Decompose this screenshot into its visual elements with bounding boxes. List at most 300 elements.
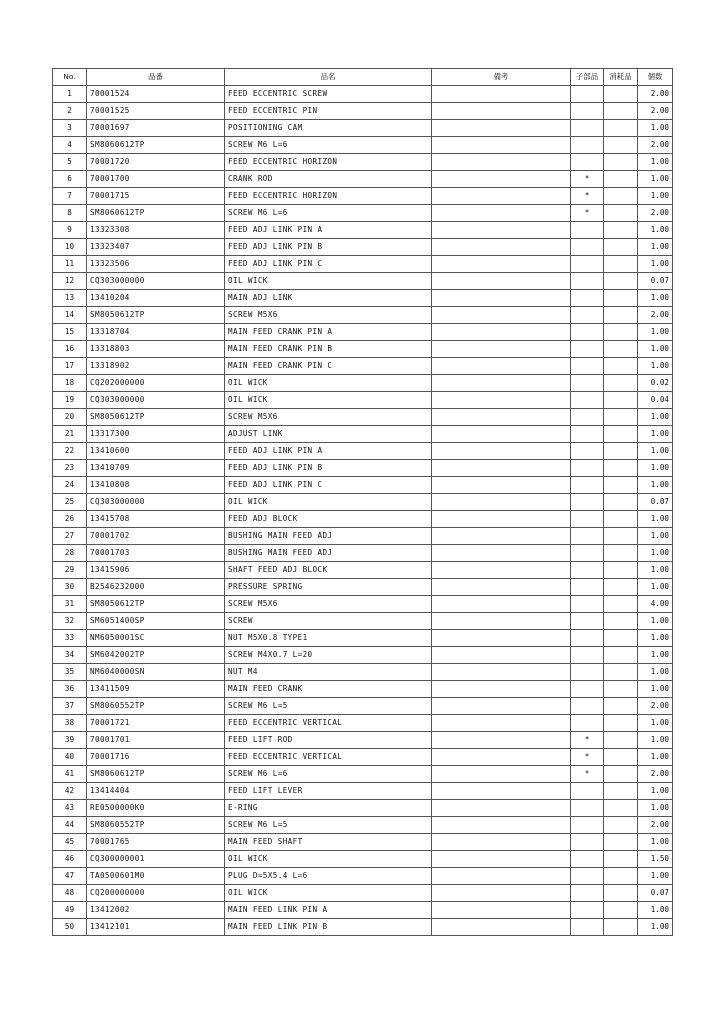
quantity: 1.00 xyxy=(638,358,673,375)
quantity: 1.00 xyxy=(638,579,673,596)
part-name: FEED ADJ LINK PIN C xyxy=(225,256,432,273)
row-number: 32 xyxy=(53,613,87,630)
part-code: TA0500601M0 xyxy=(87,868,225,885)
part-code: 70001525 xyxy=(87,103,225,120)
remark xyxy=(432,307,571,324)
table-row xyxy=(53,239,673,256)
part-code: CQ300000001 xyxy=(87,851,225,868)
sub-part-mark xyxy=(571,341,604,358)
consumable-mark xyxy=(604,749,638,766)
row-number: 21 xyxy=(53,426,87,443)
part-name: OIL WICK xyxy=(225,494,432,511)
quantity: 1.00 xyxy=(638,749,673,766)
row-number: 40 xyxy=(53,749,87,766)
part-code: SM6051400SP xyxy=(87,613,225,630)
quantity: 0.02 xyxy=(638,375,673,392)
table-row xyxy=(53,664,673,681)
part-name: SCREW M6 L=5 xyxy=(225,817,432,834)
quantity: 1.00 xyxy=(638,902,673,919)
consumable-mark xyxy=(604,205,638,222)
remark xyxy=(432,545,571,562)
quantity: 1.00 xyxy=(638,154,673,171)
quantity: 1.00 xyxy=(638,477,673,494)
part-code: 13317300 xyxy=(87,426,225,443)
row-number: 36 xyxy=(53,681,87,698)
row-number: 34 xyxy=(53,647,87,664)
part-name: FEED ADJ BLOCK xyxy=(225,511,432,528)
part-code: 70001716 xyxy=(87,749,225,766)
sub-part-mark xyxy=(571,885,604,902)
row-number: 16 xyxy=(53,341,87,358)
part-name: SCREW M6 L=5 xyxy=(225,698,432,715)
part-name: MAIN FEED LINK PIN A xyxy=(225,902,432,919)
consumable-mark xyxy=(604,239,638,256)
part-code: CQ303000000 xyxy=(87,273,225,290)
part-name: OIL WICK xyxy=(225,375,432,392)
part-code: SM8060612TP xyxy=(87,766,225,783)
table-row xyxy=(53,222,673,239)
remark xyxy=(432,851,571,868)
header-remark: 備考 xyxy=(432,69,571,86)
row-number: 1 xyxy=(53,86,87,103)
sub-part-mark xyxy=(571,86,604,103)
quantity: 1.00 xyxy=(638,290,673,307)
row-number: 42 xyxy=(53,783,87,800)
row-number: 10 xyxy=(53,239,87,256)
remark xyxy=(432,783,571,800)
quantity: 1.00 xyxy=(638,562,673,579)
consumable-mark xyxy=(604,256,638,273)
sub-part-mark xyxy=(571,358,604,375)
part-code: SM8060552TP xyxy=(87,817,225,834)
remark xyxy=(432,273,571,290)
consumable-mark xyxy=(604,120,638,137)
remark xyxy=(432,698,571,715)
row-number: 28 xyxy=(53,545,87,562)
consumable-mark xyxy=(604,392,638,409)
table-row xyxy=(53,749,673,766)
part-name: FEED ECCENTRIC VERTICAL xyxy=(225,715,432,732)
row-number: 22 xyxy=(53,443,87,460)
part-code: NM6040000SN xyxy=(87,664,225,681)
part-name: MAIN FEED LINK PIN B xyxy=(225,919,432,936)
part-code: SM8050612TP xyxy=(87,409,225,426)
consumable-mark xyxy=(604,783,638,800)
part-code: 13411509 xyxy=(87,681,225,698)
row-number: 31 xyxy=(53,596,87,613)
quantity: 1.00 xyxy=(638,222,673,239)
row-number: 9 xyxy=(53,222,87,239)
header-sub-part: 子部品 xyxy=(571,69,604,86)
row-number: 25 xyxy=(53,494,87,511)
remark xyxy=(432,443,571,460)
sub-part-mark: * xyxy=(571,766,604,783)
sub-part-mark xyxy=(571,800,604,817)
consumable-mark xyxy=(604,324,638,341)
part-name: FEED ECCENTRIC PIN xyxy=(225,103,432,120)
part-name: FEED ECCENTRIC HORIZON xyxy=(225,154,432,171)
part-code: 13410808 xyxy=(87,477,225,494)
quantity: 1.00 xyxy=(638,868,673,885)
sub-part-mark xyxy=(571,817,604,834)
sub-part-mark xyxy=(571,443,604,460)
table-row xyxy=(53,375,673,392)
consumable-mark xyxy=(604,154,638,171)
part-name: FEED ECCENTRIC HORIZON xyxy=(225,188,432,205)
part-code: 70001715 xyxy=(87,188,225,205)
consumable-mark xyxy=(604,188,638,205)
quantity: 1.00 xyxy=(638,800,673,817)
table-row xyxy=(53,766,673,783)
part-name: FEED ADJ LINK PIN A xyxy=(225,443,432,460)
part-code: 70001524 xyxy=(87,86,225,103)
quantity: 1.00 xyxy=(638,834,673,851)
parts-table-body xyxy=(53,86,673,936)
remark xyxy=(432,613,571,630)
remark xyxy=(432,732,571,749)
remark xyxy=(432,137,571,154)
sub-part-mark xyxy=(571,239,604,256)
quantity: 0.04 xyxy=(638,392,673,409)
sub-part-mark xyxy=(571,647,604,664)
remark xyxy=(432,766,571,783)
sub-part-mark xyxy=(571,324,604,341)
sub-part-mark xyxy=(571,103,604,120)
consumable-mark xyxy=(604,868,638,885)
table-row xyxy=(53,868,673,885)
table-row xyxy=(53,120,673,137)
sub-part-mark xyxy=(571,307,604,324)
table-row xyxy=(53,273,673,290)
row-number: 24 xyxy=(53,477,87,494)
part-name: NUT M5X0.8 TYPE1 xyxy=(225,630,432,647)
table-row xyxy=(53,783,673,800)
row-number: 11 xyxy=(53,256,87,273)
consumable-mark xyxy=(604,562,638,579)
row-number: 23 xyxy=(53,460,87,477)
table-row xyxy=(53,171,673,188)
part-name: FEED ADJ LINK PIN A xyxy=(225,222,432,239)
parts-table xyxy=(52,68,673,936)
parts-list-sheet xyxy=(52,68,672,936)
remark xyxy=(432,494,571,511)
part-name: SCREW M6 L=6 xyxy=(225,205,432,222)
row-number: 44 xyxy=(53,817,87,834)
remark xyxy=(432,86,571,103)
part-name: MAIN FEED CRANK xyxy=(225,681,432,698)
part-name: SCREW M6 L=6 xyxy=(225,766,432,783)
table-row xyxy=(53,698,673,715)
remark xyxy=(432,358,571,375)
table-row xyxy=(53,630,673,647)
part-code: SM8050612TP xyxy=(87,596,225,613)
part-code: CQ303000000 xyxy=(87,494,225,511)
consumable-mark xyxy=(604,511,638,528)
remark xyxy=(432,256,571,273)
row-number: 17 xyxy=(53,358,87,375)
part-code: 70001721 xyxy=(87,715,225,732)
table-row xyxy=(53,290,673,307)
sub-part-mark xyxy=(571,545,604,562)
part-name: MAIN FEED CRANK PIN C xyxy=(225,358,432,375)
part-code: 70001697 xyxy=(87,120,225,137)
consumable-mark xyxy=(604,341,638,358)
remark xyxy=(432,630,571,647)
header-part-name: 品名 xyxy=(225,69,432,86)
consumable-mark xyxy=(604,137,638,154)
quantity: 0.07 xyxy=(638,273,673,290)
sub-part-mark xyxy=(571,120,604,137)
quantity: 2.00 xyxy=(638,205,673,222)
remark xyxy=(432,647,571,664)
row-number: 19 xyxy=(53,392,87,409)
part-code: 13410709 xyxy=(87,460,225,477)
part-code: SM8060612TP xyxy=(87,205,225,222)
row-number: 50 xyxy=(53,919,87,936)
remark xyxy=(432,324,571,341)
part-code: 13412002 xyxy=(87,902,225,919)
consumable-mark xyxy=(604,800,638,817)
consumable-mark xyxy=(604,86,638,103)
table-row xyxy=(53,86,673,103)
part-name: BUSHING MAIN FEED ADJ xyxy=(225,528,432,545)
part-code: 13410204 xyxy=(87,290,225,307)
row-number: 13 xyxy=(53,290,87,307)
sub-part-mark xyxy=(571,868,604,885)
consumable-mark xyxy=(604,358,638,375)
part-name: MAIN ADJ LINK xyxy=(225,290,432,307)
row-number: 48 xyxy=(53,885,87,902)
consumable-mark xyxy=(604,307,638,324)
table-row xyxy=(53,834,673,851)
sub-part-mark xyxy=(571,222,604,239)
sub-part-mark xyxy=(571,290,604,307)
sub-part-mark xyxy=(571,715,604,732)
consumable-mark xyxy=(604,596,638,613)
part-code: SM8050612TP xyxy=(87,307,225,324)
part-name: OIL WICK xyxy=(225,273,432,290)
table-row xyxy=(53,188,673,205)
remark xyxy=(432,188,571,205)
table-row xyxy=(53,205,673,222)
remark xyxy=(432,239,571,256)
sub-part-mark xyxy=(571,375,604,392)
table-row xyxy=(53,715,673,732)
part-name: PLUG D=5X5.4 L=6 xyxy=(225,868,432,885)
quantity: 1.00 xyxy=(638,715,673,732)
part-name: OIL WICK xyxy=(225,392,432,409)
consumable-mark xyxy=(604,885,638,902)
sub-part-mark xyxy=(571,256,604,273)
remark xyxy=(432,341,571,358)
remark xyxy=(432,409,571,426)
quantity: 1.00 xyxy=(638,647,673,664)
header-no: No. xyxy=(53,69,87,86)
part-code: 70001720 xyxy=(87,154,225,171)
remark xyxy=(432,834,571,851)
consumable-mark xyxy=(604,681,638,698)
row-number: 4 xyxy=(53,137,87,154)
table-row xyxy=(53,392,673,409)
quantity: 1.00 xyxy=(638,409,673,426)
consumable-mark xyxy=(604,630,638,647)
sub-part-mark: * xyxy=(571,188,604,205)
consumable-mark xyxy=(604,290,638,307)
part-name: FEED ADJ LINK PIN B xyxy=(225,460,432,477)
part-name: FEED ADJ LINK PIN B xyxy=(225,239,432,256)
consumable-mark xyxy=(604,375,638,392)
consumable-mark xyxy=(604,647,638,664)
part-name: SCREW M5X6 xyxy=(225,409,432,426)
remark xyxy=(432,290,571,307)
remark xyxy=(432,579,571,596)
header-row xyxy=(53,69,673,86)
remark xyxy=(432,562,571,579)
part-code: CQ303000000 xyxy=(87,392,225,409)
row-number: 49 xyxy=(53,902,87,919)
part-name: FEED ECCENTRIC SCREW xyxy=(225,86,432,103)
remark xyxy=(432,392,571,409)
part-code: NM6050001SC xyxy=(87,630,225,647)
table-row xyxy=(53,341,673,358)
remark xyxy=(432,902,571,919)
sub-part-mark xyxy=(571,477,604,494)
part-code: 13414404 xyxy=(87,783,225,800)
quantity: 1.00 xyxy=(638,681,673,698)
row-number: 7 xyxy=(53,188,87,205)
part-code: 13318704 xyxy=(87,324,225,341)
quantity: 1.00 xyxy=(638,613,673,630)
row-number: 6 xyxy=(53,171,87,188)
row-number: 3 xyxy=(53,120,87,137)
remark xyxy=(432,222,571,239)
part-name: PRESSURE SPRING xyxy=(225,579,432,596)
part-name: SCREW xyxy=(225,613,432,630)
row-number: 30 xyxy=(53,579,87,596)
row-number: 37 xyxy=(53,698,87,715)
part-code: 13318902 xyxy=(87,358,225,375)
table-row xyxy=(53,460,673,477)
part-name: OIL WICK xyxy=(225,885,432,902)
consumable-mark xyxy=(604,834,638,851)
quantity: 2.00 xyxy=(638,86,673,103)
row-number: 46 xyxy=(53,851,87,868)
row-number: 12 xyxy=(53,273,87,290)
table-row xyxy=(53,579,673,596)
part-name: SCREW M5X6 xyxy=(225,307,432,324)
remark xyxy=(432,460,571,477)
sub-part-mark xyxy=(571,460,604,477)
consumable-mark xyxy=(604,460,638,477)
table-row xyxy=(53,477,673,494)
table-row xyxy=(53,256,673,273)
table-row xyxy=(53,528,673,545)
sub-part-mark xyxy=(571,681,604,698)
quantity: 1.00 xyxy=(638,511,673,528)
remark xyxy=(432,205,571,222)
quantity: 1.00 xyxy=(638,732,673,749)
consumable-mark xyxy=(604,715,638,732)
part-code: 13323308 xyxy=(87,222,225,239)
part-name: SCREW M6 L=6 xyxy=(225,137,432,154)
row-number: 8 xyxy=(53,205,87,222)
sub-part-mark xyxy=(571,273,604,290)
part-code: 70001703 xyxy=(87,545,225,562)
row-number: 26 xyxy=(53,511,87,528)
quantity: 0.07 xyxy=(638,494,673,511)
remark xyxy=(432,375,571,392)
consumable-mark xyxy=(604,528,638,545)
sub-part-mark xyxy=(571,494,604,511)
quantity: 2.00 xyxy=(638,307,673,324)
table-row xyxy=(53,545,673,562)
part-name: SCREW M4X0.7 L=20 xyxy=(225,647,432,664)
table-row xyxy=(53,885,673,902)
table-row xyxy=(53,647,673,664)
table-row xyxy=(53,103,673,120)
consumable-mark xyxy=(604,851,638,868)
part-code: B2546232000 xyxy=(87,579,225,596)
remark xyxy=(432,715,571,732)
table-row xyxy=(53,919,673,936)
remark xyxy=(432,681,571,698)
remark xyxy=(432,528,571,545)
header-consumable: 消耗品 xyxy=(604,69,638,86)
table-row xyxy=(53,681,673,698)
row-number: 15 xyxy=(53,324,87,341)
part-name: OIL WICK xyxy=(225,851,432,868)
consumable-mark xyxy=(604,494,638,511)
sub-part-mark xyxy=(571,154,604,171)
consumable-mark xyxy=(604,273,638,290)
remark xyxy=(432,817,571,834)
part-name: NUT M4 xyxy=(225,664,432,681)
table-row xyxy=(53,409,673,426)
table-row xyxy=(53,596,673,613)
part-code: 70001765 xyxy=(87,834,225,851)
part-name: SCREW M5X6 xyxy=(225,596,432,613)
consumable-mark xyxy=(604,902,638,919)
quantity: 1.00 xyxy=(638,545,673,562)
quantity: 1.00 xyxy=(638,664,673,681)
consumable-mark xyxy=(604,613,638,630)
table-row xyxy=(53,511,673,528)
sub-part-mark xyxy=(571,613,604,630)
row-number: 35 xyxy=(53,664,87,681)
part-code: 13415906 xyxy=(87,562,225,579)
sub-part-mark xyxy=(571,511,604,528)
sub-part-mark xyxy=(571,630,604,647)
quantity: 1.00 xyxy=(638,443,673,460)
consumable-mark xyxy=(604,664,638,681)
part-code: CQ202000000 xyxy=(87,375,225,392)
quantity: 1.00 xyxy=(638,120,673,137)
consumable-mark xyxy=(604,171,638,188)
part-code: SM6042002TP xyxy=(87,647,225,664)
sub-part-mark xyxy=(571,698,604,715)
sub-part-mark xyxy=(571,902,604,919)
sub-part-mark: * xyxy=(571,171,604,188)
row-number: 47 xyxy=(53,868,87,885)
consumable-mark xyxy=(604,698,638,715)
consumable-mark xyxy=(604,443,638,460)
remark xyxy=(432,919,571,936)
remark xyxy=(432,596,571,613)
row-number: 20 xyxy=(53,409,87,426)
table-row xyxy=(53,426,673,443)
quantity: 1.00 xyxy=(638,783,673,800)
part-code: 70001700 xyxy=(87,171,225,188)
